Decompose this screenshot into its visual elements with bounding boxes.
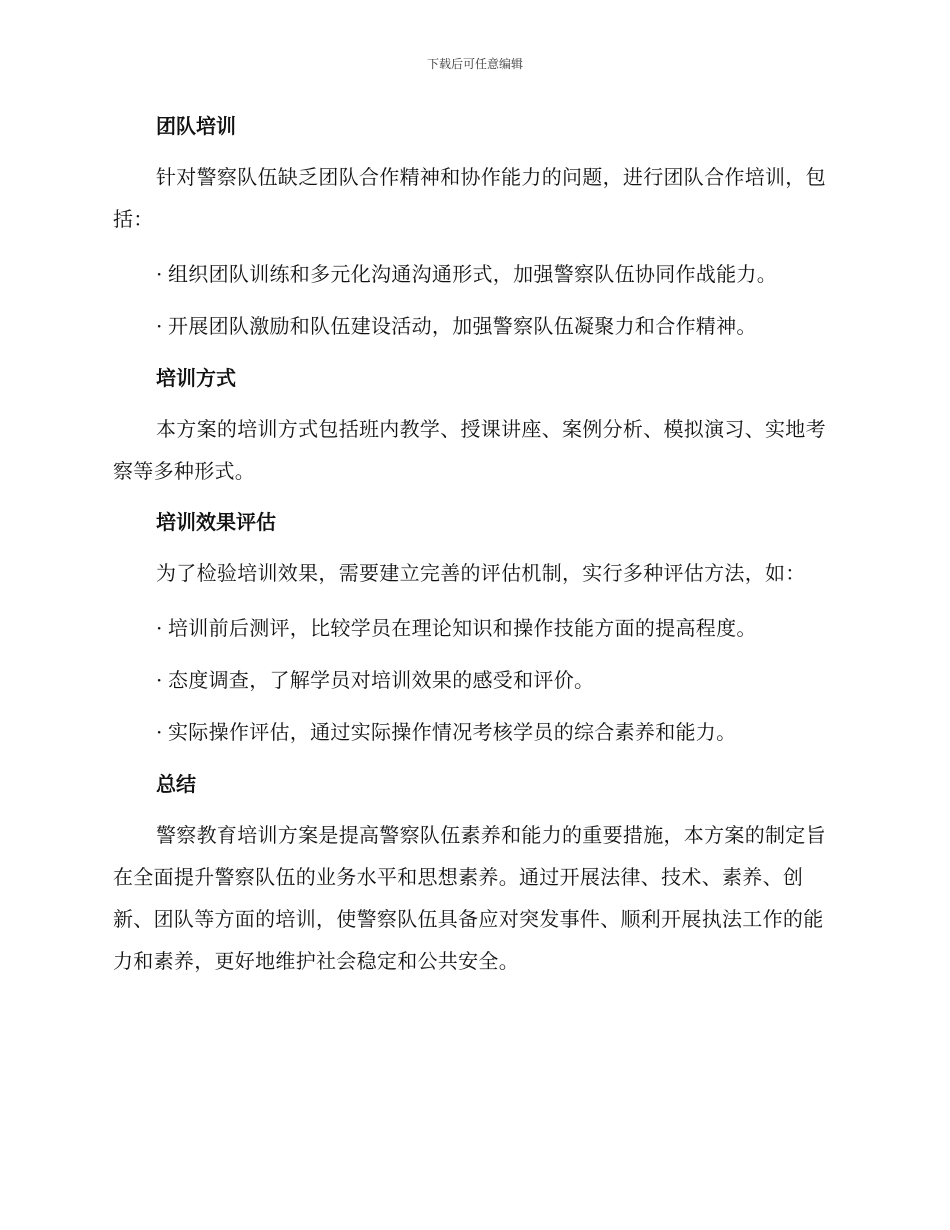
evaluation-intro: 为了检验培训效果，需要建立完善的评估机制，实行多种评估方法，如：: [156, 561, 806, 585]
evaluation-bullet-2-text: 态度调查，了解学员对培训效果的感受和评价。: [168, 668, 595, 692]
team-bullet-1-text: 组织团队训练和多元化沟通沟通形式，加强警察队伍协同作战能力。: [168, 262, 777, 286]
bullet-dot: ·: [156, 720, 163, 744]
team-bullet-2-text: 开展团队激励和队伍建设活动，加强警察队伍凝聚力和合作精神。: [168, 314, 757, 338]
bullet-dot: ·: [156, 314, 163, 338]
evaluation-bullet-1: [113, 606, 835, 650]
training-method-body: 本方案的培训方式包括班内教学、授课讲座、案例分析、模拟演习、实地考察等多种形式。: [113, 417, 826, 483]
header-note: 下载后可任意编辑: [426, 57, 523, 71]
evaluation-bullet-1-text: 培训前后测评，比较学员在理论知识和操作技能方面的提高程度。: [168, 616, 757, 640]
heading-team-training: 团队培训: [156, 114, 236, 138]
team-bullet-1: [113, 252, 835, 296]
team-bullet-2: [113, 304, 835, 348]
heading-training-method: 培训方式: [156, 366, 236, 390]
evaluation-bullet-3-text: 实际操作评估，通过实际操作情况考核学员的综合素养和能力。: [168, 720, 737, 744]
evaluation-bullet-3: [113, 710, 835, 754]
heading-summary: 总结: [156, 772, 196, 796]
team-training-intro: 针对警察队伍缺乏团队合作精神和协作能力的问题，进行团队合作培训，包括：: [113, 165, 826, 231]
heading-evaluation: 培训效果评估: [156, 510, 276, 534]
document-body: [113, 104, 835, 982]
bullet-dot: ·: [156, 616, 163, 640]
evaluation-bullet-2: [113, 658, 835, 702]
bullet-dot: ·: [156, 668, 163, 692]
summary-body: 警察教育培训方案是提高警察队伍素养和能力的重要措施，本方案的制定旨在全面提升警察队伍的业务水平和思想素养。通过开展法律、技术、素养、创新、团队等方面的培训，使警察队伍具备应对突发事件、顺利开展执法工作的能力和素养，更好地维护社会稳定和公共安全。: [113, 823, 826, 973]
bullet-dot: ·: [156, 262, 163, 286]
